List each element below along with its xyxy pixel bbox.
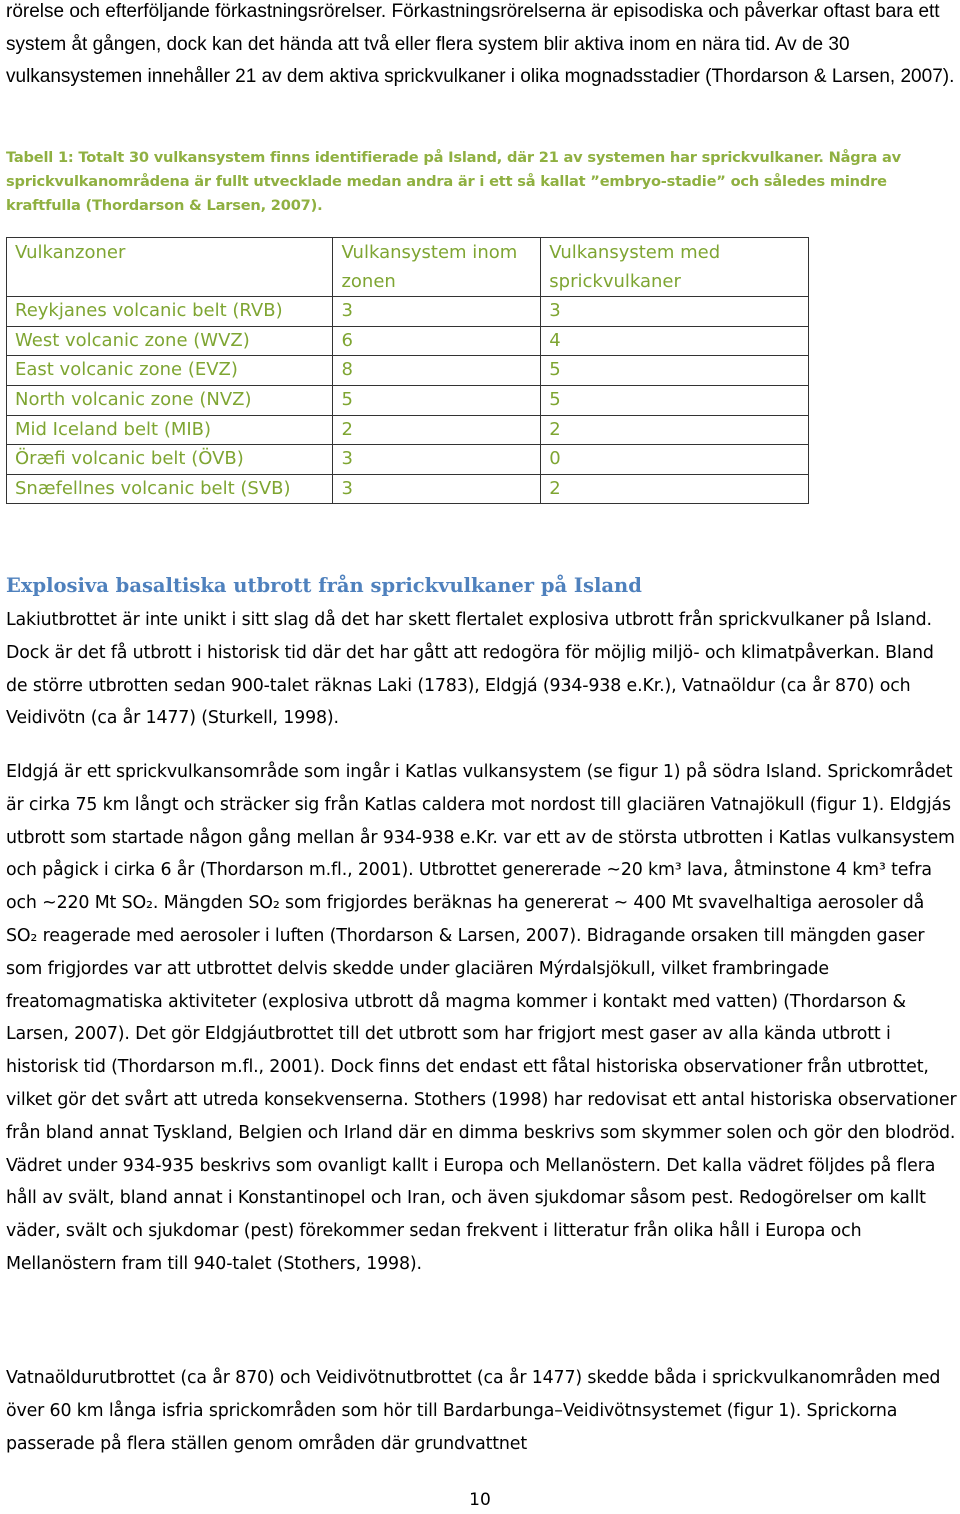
header-cell: Vulkanzoner xyxy=(7,238,333,297)
system-count-cell: 5 xyxy=(333,385,541,415)
fissure-count-cell: 4 xyxy=(541,326,809,356)
system-count-cell: 6 xyxy=(333,326,541,356)
system-count-cell: 3 xyxy=(333,474,541,504)
body-paragraph: Lakiutbrottet är inte unikt i sitt slag då det har skett flertalet explosiva utbrott från sprickvulkaner på Island. Dock är det få utbrott i historisk tid där det har gått att redogöra för möjlig miljö- och klimatpåverkan. Bland de större utbrotten sedan 900-talet räknas Laki (1783), Eldgjá (934-938 e.Kr.), Vatnaöldur (ca år 870) och Veidivötn (ca år 1477) (Sturkell, 1998). xyxy=(6,610,934,729)
fissure-count-cell: 2 xyxy=(541,415,809,445)
fissure-count-cell: 0 xyxy=(541,445,809,475)
fissure-count-cell: 5 xyxy=(541,356,809,386)
table-row xyxy=(7,385,809,415)
zone-name-cell: Snæfellnes volcanic belt (SVB) xyxy=(7,474,333,504)
fissure-count-cell: 2 xyxy=(541,474,809,504)
table-row xyxy=(7,445,809,475)
header-cell: Vulkansystem med sprickvulkaner xyxy=(541,238,809,297)
body-paragraph: Vatnaöldurutbrottet (ca år 870) och Veidivötnutbrottet (ca år 1477) skedde båda i sprickvulkanområden med över 60 km långa isfria sprickområden som hör till Bardarbunga–Veidivötnsystemet (figur 1). Sprickorna passerade på flera ställen genom områden där grundvattnet xyxy=(6,1368,941,1454)
intro-paragraph: rörelse och efterföljande förkastningsrörelser. Förkastningsrörelserna är episodiska och påverkar oftast bara ett system åt gången, dock kan det hända att två eller flera system blir aktiva inom en nära tid. Av de 30 vulkansystemen innehåller 21 av dem aktiva sprickvulkaner i olika mognadsstadier (Thordarson & Larsen, 2007). xyxy=(6,1,955,87)
system-count-cell: 2 xyxy=(333,415,541,445)
volcanic-zones-table xyxy=(6,237,809,504)
system-count-cell: 3 xyxy=(333,445,541,475)
body-paragraph: Eldgjá är ett sprickvulkansområde som ingår i Katlas vulkansystem (se figur 1) på södra Island. Sprickområdet är cirka 75 km långt och sträcker sig från Katlas caldera mot nordost till glaciären Vatnajökull (figur 1). Eldgjás utbrott som startade någon gång mellan år 934-938 e.Kr. var ett av de största utbrotten i Katlas vulkansystem och pågick i cirka 6 år (Thordarson m.fl., 2001). Utbrottet genererade ~20 km³ lava, åtminstone 4 km³ tefra och ~220 Mt SO₂. Mängden SO₂ som frigjordes beräknas ha genererat ~ 400 Mt svavelhaltiga aerosoler då SO₂ reagerade med aerosoler i luften (Thordarson & Larsen, 2007). Bidragande orsaken till mängden gaser som frigjordes var att utbrottet delvis skedde under glaciären Mýrdalsjökull, vilket frambringade freatomagmatiska aktiviteter (explosiva utbrott då magma kommer i kontakt med vatten) (Thordarson & Larsen, 2007). Det gör Eldgjáutbrottet till det utbrott som har frigjort mest gaser av alla kända utbrott i historisk tid (Thordarson m.fl., 2001). Dock finns det endast ett fåtal historiska observationer från utbrottet, vilket gör det svårt att utreda konsekvenserna. Stothers (1998) har redovisat ett antal historiska observationer från bland annat Tyskland, Belgien och Irland där en dimma beskrivs som skymmer solen och gör den blodröd. Vädret under 934-935 beskrivs som ovanligt kallt i Europa och Mellanöstern. Det kalla vädret följdes på flera håll av svält, bland annat i Konstantinopel och Iran, och även sjukdomar såsom pest. Redogörelser om kallt väder, svält och sjukdomar (pest) förekommer sedan frekvent i litteratur från olika håll i Europa och Mellanöstern fram till 940-talet (Stothers, 1998). xyxy=(6,762,957,1274)
zone-name-cell: Öræfi volcanic belt (ÖVB) xyxy=(7,445,333,475)
zone-name-cell: West volcanic zone (WVZ) xyxy=(7,326,333,356)
fissure-count-cell: 3 xyxy=(541,297,809,327)
table-row xyxy=(7,297,809,327)
zone-name-cell: Mid Iceland belt (MIB) xyxy=(7,415,333,445)
system-count-cell: 3 xyxy=(333,297,541,327)
system-count-cell: 8 xyxy=(333,356,541,386)
table-header-row xyxy=(7,238,809,297)
table-row xyxy=(7,415,809,445)
section-heading: Explosiva basaltiska utbrott från sprickvulkaner på Island xyxy=(6,574,642,597)
zone-name-cell: East volcanic zone (EVZ) xyxy=(7,356,333,386)
table-caption: Tabell 1: Totalt 30 vulkansystem finns identifierade på Island, där 21 av systemen har sprickvulkaner. Några av sprickvulkanområdena är fullt utvecklade medan andra är i ett så kallat ”embryo-stadie” och således mindre kraftfulla (Thordarson & Larsen, 2007). xyxy=(6,149,901,214)
header-cell: Vulkansystem inom zonen xyxy=(333,238,541,297)
page-number: 10 xyxy=(469,1490,491,1510)
zone-name-cell: North volcanic zone (NVZ) xyxy=(7,385,333,415)
table-row xyxy=(7,474,809,504)
fissure-count-cell: 5 xyxy=(541,385,809,415)
table-row xyxy=(7,356,809,386)
zone-name-cell: Reykjanes volcanic belt (RVB) xyxy=(7,297,333,327)
table-row xyxy=(7,326,809,356)
